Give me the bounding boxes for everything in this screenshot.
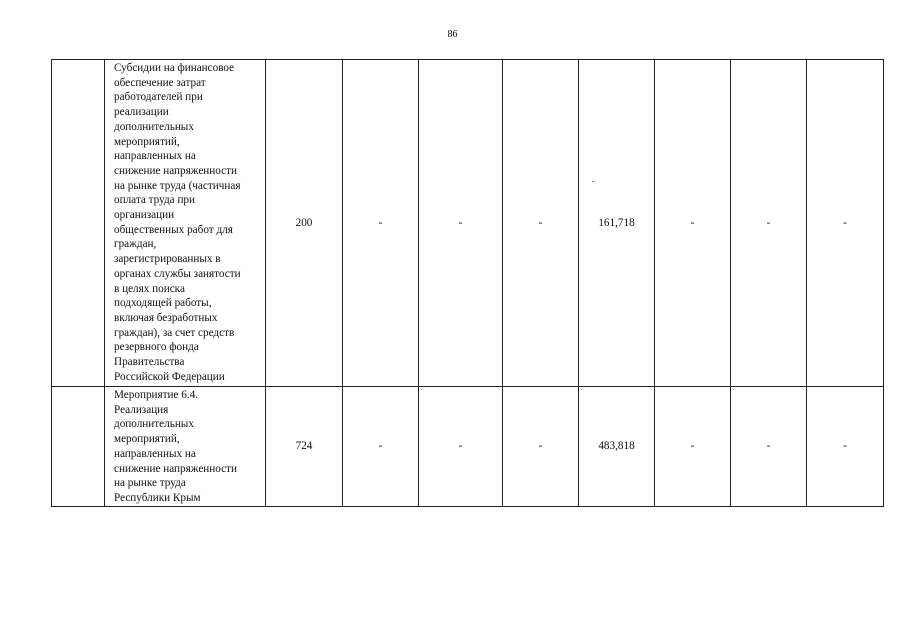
value-cell-2: - xyxy=(419,60,503,387)
value-cell-4-inner xyxy=(579,60,654,386)
code-cell: 200 xyxy=(266,60,343,387)
value-cell-6: - xyxy=(731,387,807,507)
table-row xyxy=(52,387,884,507)
value-cell-4: 483,818 xyxy=(579,387,655,507)
value-cell-4-text: 161,718 xyxy=(598,216,635,229)
stray-mark: - xyxy=(592,177,595,186)
budget-table xyxy=(51,59,884,507)
row-number-cell xyxy=(52,387,105,507)
value-cell-6: - xyxy=(731,60,807,387)
value-cell-1: - xyxy=(343,60,419,387)
value-cell-7: - xyxy=(807,387,884,507)
value-cell-5: - xyxy=(655,60,731,387)
code-cell: 724 xyxy=(266,387,343,507)
measure-name-cell: Субсидии на финансовое обеспечение затрат работодателей при реализации дополнительных мероприятий, направленных на снижение напряженности на рынке труда (частичная оплата труда при организации общественных работ для граждан, зарегистрированных в органах службы занятости в целях поиска подходящей работы, включая безработных граждан), за счет средств резервного фонда Правительства Российской Федерации xyxy=(105,60,266,387)
row-number-cell xyxy=(52,60,105,387)
value-cell-2: - xyxy=(419,387,503,507)
value-cell-4 xyxy=(579,60,655,387)
value-cell-3: - xyxy=(503,60,579,387)
page-number: 86 xyxy=(447,29,458,40)
table-row xyxy=(52,60,884,387)
value-cell-5: - xyxy=(655,387,731,507)
value-cell-3: - xyxy=(503,387,579,507)
measure-name-cell: Мероприятие 6.4. Реализация дополнительных мероприятий, направленных на снижение напряженности на рынке труда Республики Крым xyxy=(105,387,266,507)
value-cell-7: - xyxy=(807,60,884,387)
value-cell-1: - xyxy=(343,387,419,507)
